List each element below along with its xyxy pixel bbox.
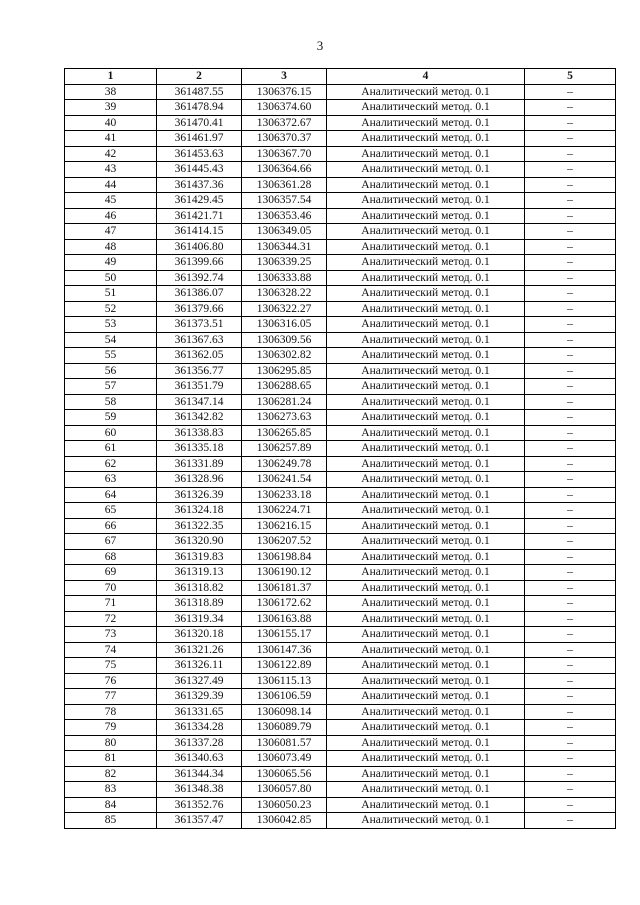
point-number-cell: 84 [65, 797, 157, 813]
note-cell: – [525, 177, 616, 193]
point-number-cell: 64 [65, 487, 157, 503]
x-coordinate-cell: 361342.82 [157, 410, 242, 426]
table-row [65, 797, 616, 813]
method-cell: Аналитический метод. 0.1 [327, 332, 525, 348]
method-cell: Аналитический метод. 0.1 [327, 487, 525, 503]
point-number-cell: 75 [65, 658, 157, 674]
point-number-cell: 40 [65, 115, 157, 131]
note-cell: – [525, 735, 616, 751]
y-coordinate-cell: 1306265.85 [242, 425, 327, 441]
note-cell: – [525, 363, 616, 379]
y-coordinate-cell: 1306288.65 [242, 379, 327, 395]
table-header-row [65, 69, 616, 85]
table-row [65, 642, 616, 658]
method-cell: Аналитический метод. 0.1 [327, 317, 525, 333]
x-coordinate-cell: 361478.94 [157, 100, 242, 116]
x-coordinate-cell: 361392.74 [157, 270, 242, 286]
x-coordinate-cell: 361344.34 [157, 766, 242, 782]
table-body [65, 84, 616, 828]
y-coordinate-cell: 1306216.15 [242, 518, 327, 534]
y-coordinate-cell: 1306249.78 [242, 456, 327, 472]
y-coordinate-cell: 1306122.89 [242, 658, 327, 674]
x-coordinate-cell: 361319.83 [157, 549, 242, 565]
point-number-cell: 58 [65, 394, 157, 410]
method-cell: Аналитический метод. 0.1 [327, 797, 525, 813]
table-row [65, 425, 616, 441]
x-coordinate-cell: 361421.71 [157, 208, 242, 224]
x-coordinate-cell: 361445.43 [157, 162, 242, 178]
y-coordinate-cell: 1306367.70 [242, 146, 327, 162]
point-number-cell: 73 [65, 627, 157, 643]
y-coordinate-cell: 1306147.36 [242, 642, 327, 658]
method-cell: Аналитический метод. 0.1 [327, 642, 525, 658]
table-row [65, 813, 616, 829]
table-row [65, 472, 616, 488]
x-coordinate-cell: 361379.66 [157, 301, 242, 317]
x-coordinate-cell: 361367.63 [157, 332, 242, 348]
note-cell: – [525, 317, 616, 333]
method-cell: Аналитический метод. 0.1 [327, 766, 525, 782]
note-cell: – [525, 115, 616, 131]
method-cell: Аналитический метод. 0.1 [327, 425, 525, 441]
point-number-cell: 44 [65, 177, 157, 193]
table-row [65, 332, 616, 348]
point-number-cell: 63 [65, 472, 157, 488]
table-row [65, 146, 616, 162]
method-cell: Аналитический метод. 0.1 [327, 239, 525, 255]
note-cell: – [525, 425, 616, 441]
method-cell: Аналитический метод. 0.1 [327, 193, 525, 209]
table-row [65, 348, 616, 364]
method-cell: Аналитический метод. 0.1 [327, 286, 525, 302]
method-cell: Аналитический метод. 0.1 [327, 720, 525, 736]
x-coordinate-cell: 361340.63 [157, 751, 242, 767]
x-coordinate-cell: 361351.79 [157, 379, 242, 395]
point-number-cell: 55 [65, 348, 157, 364]
method-cell: Аналитический метод. 0.1 [327, 177, 525, 193]
method-cell: Аналитический метод. 0.1 [327, 301, 525, 317]
table-row [65, 503, 616, 519]
point-number-cell: 74 [65, 642, 157, 658]
table-row [65, 255, 616, 271]
method-cell: Аналитический метод. 0.1 [327, 379, 525, 395]
y-coordinate-cell: 1306376.15 [242, 84, 327, 100]
note-cell: – [525, 472, 616, 488]
table-row [65, 410, 616, 426]
x-coordinate-cell: 361357.47 [157, 813, 242, 829]
note-cell: – [525, 255, 616, 271]
method-cell: Аналитический метод. 0.1 [327, 627, 525, 643]
method-cell: Аналитический метод. 0.1 [327, 658, 525, 674]
x-coordinate-cell: 361406.80 [157, 239, 242, 255]
method-cell: Аналитический метод. 0.1 [327, 735, 525, 751]
y-coordinate-cell: 1306224.71 [242, 503, 327, 519]
y-coordinate-cell: 1306081.57 [242, 735, 327, 751]
x-coordinate-cell: 361453.63 [157, 146, 242, 162]
note-cell: – [525, 84, 616, 100]
y-coordinate-cell: 1306372.67 [242, 115, 327, 131]
table-row [65, 239, 616, 255]
point-number-cell: 71 [65, 596, 157, 612]
note-cell: – [525, 689, 616, 705]
note-cell: – [525, 549, 616, 565]
note-cell: – [525, 410, 616, 426]
y-coordinate-cell: 1306257.89 [242, 441, 327, 457]
point-number-cell: 80 [65, 735, 157, 751]
note-cell: – [525, 797, 616, 813]
point-number-cell: 42 [65, 146, 157, 162]
note-cell: – [525, 286, 616, 302]
note-cell: – [525, 627, 616, 643]
y-coordinate-cell: 1306322.27 [242, 301, 327, 317]
x-coordinate-cell: 361319.13 [157, 565, 242, 581]
note-cell: – [525, 487, 616, 503]
x-coordinate-cell: 361399.66 [157, 255, 242, 271]
method-cell: Аналитический метод. 0.1 [327, 410, 525, 426]
note-cell: – [525, 146, 616, 162]
table-row [65, 596, 616, 612]
y-coordinate-cell: 1306370.37 [242, 131, 327, 147]
point-number-cell: 85 [65, 813, 157, 829]
note-cell: – [525, 394, 616, 410]
note-cell: – [525, 162, 616, 178]
point-number-cell: 54 [65, 332, 157, 348]
x-coordinate-cell: 361331.89 [157, 456, 242, 472]
method-cell: Аналитический метод. 0.1 [327, 596, 525, 612]
header-col-4: 4 [327, 69, 525, 85]
y-coordinate-cell: 1306207.52 [242, 534, 327, 550]
point-number-cell: 60 [65, 425, 157, 441]
y-coordinate-cell: 1306089.79 [242, 720, 327, 736]
table-row [65, 534, 616, 550]
point-number-cell: 70 [65, 580, 157, 596]
method-cell: Аналитический метод. 0.1 [327, 503, 525, 519]
header-col-1: 1 [65, 69, 157, 85]
x-coordinate-cell: 361348.38 [157, 782, 242, 798]
point-number-cell: 48 [65, 239, 157, 255]
point-number-cell: 39 [65, 100, 157, 116]
method-cell: Аналитический метод. 0.1 [327, 580, 525, 596]
y-coordinate-cell: 1306333.88 [242, 270, 327, 286]
point-number-cell: 66 [65, 518, 157, 534]
note-cell: – [525, 224, 616, 240]
note-cell: – [525, 301, 616, 317]
y-coordinate-cell: 1306057.80 [242, 782, 327, 798]
y-coordinate-cell: 1306172.62 [242, 596, 327, 612]
table-row [65, 487, 616, 503]
y-coordinate-cell: 1306065.56 [242, 766, 327, 782]
note-cell: – [525, 642, 616, 658]
x-coordinate-cell: 361347.14 [157, 394, 242, 410]
x-coordinate-cell: 361324.18 [157, 503, 242, 519]
note-cell: – [525, 580, 616, 596]
y-coordinate-cell: 1306316.05 [242, 317, 327, 333]
x-coordinate-cell: 361338.83 [157, 425, 242, 441]
point-number-cell: 51 [65, 286, 157, 302]
method-cell: Аналитический метод. 0.1 [327, 84, 525, 100]
method-cell: Аналитический метод. 0.1 [327, 270, 525, 286]
y-coordinate-cell: 1306181.37 [242, 580, 327, 596]
x-coordinate-cell: 361321.26 [157, 642, 242, 658]
table-row [65, 704, 616, 720]
table-row [65, 162, 616, 178]
note-cell: – [525, 766, 616, 782]
method-cell: Аналитический метод. 0.1 [327, 704, 525, 720]
method-cell: Аналитический метод. 0.1 [327, 813, 525, 829]
x-coordinate-cell: 361337.28 [157, 735, 242, 751]
x-coordinate-cell: 361328.96 [157, 472, 242, 488]
note-cell: – [525, 565, 616, 581]
x-coordinate-cell: 361320.90 [157, 534, 242, 550]
x-coordinate-cell: 361470.41 [157, 115, 242, 131]
method-cell: Аналитический метод. 0.1 [327, 146, 525, 162]
y-coordinate-cell: 1306233.18 [242, 487, 327, 503]
table-row [65, 131, 616, 147]
x-coordinate-cell: 361320.18 [157, 627, 242, 643]
note-cell: – [525, 704, 616, 720]
method-cell: Аналитический метод. 0.1 [327, 534, 525, 550]
point-number-cell: 77 [65, 689, 157, 705]
table-row [65, 751, 616, 767]
method-cell: Аналитический метод. 0.1 [327, 456, 525, 472]
method-cell: Аналитический метод. 0.1 [327, 363, 525, 379]
point-number-cell: 61 [65, 441, 157, 457]
table-row [65, 363, 616, 379]
method-cell: Аналитический метод. 0.1 [327, 611, 525, 627]
table-row [65, 782, 616, 798]
x-coordinate-cell: 361318.89 [157, 596, 242, 612]
point-number-cell: 83 [65, 782, 157, 798]
table-row [65, 549, 616, 565]
y-coordinate-cell: 1306281.24 [242, 394, 327, 410]
x-coordinate-cell: 361437.36 [157, 177, 242, 193]
x-coordinate-cell: 361326.39 [157, 487, 242, 503]
method-cell: Аналитический метод. 0.1 [327, 782, 525, 798]
x-coordinate-cell: 361352.76 [157, 797, 242, 813]
y-coordinate-cell: 1306353.46 [242, 208, 327, 224]
note-cell: – [525, 131, 616, 147]
table-row [65, 208, 616, 224]
x-coordinate-cell: 361461.97 [157, 131, 242, 147]
x-coordinate-cell: 361319.34 [157, 611, 242, 627]
table-row [65, 580, 616, 596]
note-cell: – [525, 270, 616, 286]
point-number-cell: 38 [65, 84, 157, 100]
table-row [65, 441, 616, 457]
note-cell: – [525, 239, 616, 255]
method-cell: Аналитический метод. 0.1 [327, 348, 525, 364]
point-number-cell: 50 [65, 270, 157, 286]
y-coordinate-cell: 1306098.14 [242, 704, 327, 720]
x-coordinate-cell: 361318.82 [157, 580, 242, 596]
point-number-cell: 45 [65, 193, 157, 209]
table-row [65, 177, 616, 193]
point-number-cell: 43 [65, 162, 157, 178]
y-coordinate-cell: 1306302.82 [242, 348, 327, 364]
y-coordinate-cell: 1306339.25 [242, 255, 327, 271]
table-row [65, 286, 616, 302]
note-cell: – [525, 596, 616, 612]
x-coordinate-cell: 361329.39 [157, 689, 242, 705]
y-coordinate-cell: 1306349.05 [242, 224, 327, 240]
header-col-2: 2 [157, 69, 242, 85]
method-cell: Аналитический метод. 0.1 [327, 224, 525, 240]
point-number-cell: 76 [65, 673, 157, 689]
table-row [65, 379, 616, 395]
note-cell: – [525, 193, 616, 209]
point-number-cell: 49 [65, 255, 157, 271]
point-number-cell: 67 [65, 534, 157, 550]
note-cell: – [525, 782, 616, 798]
method-cell: Аналитический метод. 0.1 [327, 751, 525, 767]
point-number-cell: 82 [65, 766, 157, 782]
point-number-cell: 47 [65, 224, 157, 240]
table-row [65, 456, 616, 472]
table-row [65, 301, 616, 317]
y-coordinate-cell: 1306273.63 [242, 410, 327, 426]
x-coordinate-cell: 361373.51 [157, 317, 242, 333]
point-number-cell: 68 [65, 549, 157, 565]
table-row [65, 84, 616, 100]
method-cell: Аналитический метод. 0.1 [327, 565, 525, 581]
method-cell: Аналитический метод. 0.1 [327, 208, 525, 224]
point-number-cell: 59 [65, 410, 157, 426]
point-number-cell: 81 [65, 751, 157, 767]
table-row [65, 193, 616, 209]
table-row [65, 518, 616, 534]
x-coordinate-cell: 361386.07 [157, 286, 242, 302]
point-number-cell: 79 [65, 720, 157, 736]
y-coordinate-cell: 1306357.54 [242, 193, 327, 209]
table-row [65, 735, 616, 751]
table-row [65, 270, 616, 286]
point-number-cell: 46 [65, 208, 157, 224]
table-row [65, 720, 616, 736]
point-number-cell: 72 [65, 611, 157, 627]
method-cell: Аналитический метод. 0.1 [327, 549, 525, 565]
method-cell: Аналитический метод. 0.1 [327, 100, 525, 116]
x-coordinate-cell: 361414.15 [157, 224, 242, 240]
point-number-cell: 65 [65, 503, 157, 519]
y-coordinate-cell: 1306364.66 [242, 162, 327, 178]
table-row [65, 611, 616, 627]
x-coordinate-cell: 361327.49 [157, 673, 242, 689]
note-cell: – [525, 208, 616, 224]
y-coordinate-cell: 1306241.54 [242, 472, 327, 488]
note-cell: – [525, 100, 616, 116]
table-row [65, 627, 616, 643]
x-coordinate-cell: 361362.05 [157, 348, 242, 364]
x-coordinate-cell: 361356.77 [157, 363, 242, 379]
method-cell: Аналитический метод. 0.1 [327, 115, 525, 131]
note-cell: – [525, 751, 616, 767]
x-coordinate-cell: 361326.11 [157, 658, 242, 674]
note-cell: – [525, 518, 616, 534]
y-coordinate-cell: 1306163.88 [242, 611, 327, 627]
table-row [65, 317, 616, 333]
note-cell: – [525, 348, 616, 364]
table-row [65, 100, 616, 116]
point-number-cell: 62 [65, 456, 157, 472]
y-coordinate-cell: 1306198.84 [242, 549, 327, 565]
y-coordinate-cell: 1306155.17 [242, 627, 327, 643]
method-cell: Аналитический метод. 0.1 [327, 673, 525, 689]
y-coordinate-cell: 1306042.85 [242, 813, 327, 829]
y-coordinate-cell: 1306344.31 [242, 239, 327, 255]
y-coordinate-cell: 1306190.12 [242, 565, 327, 581]
x-coordinate-cell: 361334.28 [157, 720, 242, 736]
point-number-cell: 69 [65, 565, 157, 581]
y-coordinate-cell: 1306361.28 [242, 177, 327, 193]
note-cell: – [525, 813, 616, 829]
note-cell: – [525, 611, 616, 627]
x-coordinate-cell: 361335.18 [157, 441, 242, 457]
table-row [65, 565, 616, 581]
y-coordinate-cell: 1306374.60 [242, 100, 327, 116]
table-row [65, 115, 616, 131]
note-cell: – [525, 379, 616, 395]
table-row [65, 689, 616, 705]
method-cell: Аналитический метод. 0.1 [327, 255, 525, 271]
y-coordinate-cell: 1306115.13 [242, 673, 327, 689]
page-number: 3 [316, 38, 324, 53]
table-row [65, 766, 616, 782]
note-cell: – [525, 441, 616, 457]
y-coordinate-cell: 1306309.56 [242, 332, 327, 348]
header-col-3: 3 [242, 69, 327, 85]
method-cell: Аналитический метод. 0.1 [327, 394, 525, 410]
note-cell: – [525, 534, 616, 550]
method-cell: Аналитический метод. 0.1 [327, 518, 525, 534]
method-cell: Аналитический метод. 0.1 [327, 472, 525, 488]
point-number-cell: 57 [65, 379, 157, 395]
table-row [65, 394, 616, 410]
table-row [65, 658, 616, 674]
y-coordinate-cell: 1306295.85 [242, 363, 327, 379]
point-number-cell: 56 [65, 363, 157, 379]
x-coordinate-cell: 361487.55 [157, 84, 242, 100]
y-coordinate-cell: 1306073.49 [242, 751, 327, 767]
method-cell: Аналитический метод. 0.1 [327, 689, 525, 705]
y-coordinate-cell: 1306328.22 [242, 286, 327, 302]
note-cell: – [525, 503, 616, 519]
note-cell: – [525, 332, 616, 348]
y-coordinate-cell: 1306106.59 [242, 689, 327, 705]
table-row [65, 224, 616, 240]
point-number-cell: 41 [65, 131, 157, 147]
point-number-cell: 53 [65, 317, 157, 333]
note-cell: – [525, 456, 616, 472]
point-number-cell: 52 [65, 301, 157, 317]
x-coordinate-cell: 361429.45 [157, 193, 242, 209]
table-row [65, 673, 616, 689]
note-cell: – [525, 658, 616, 674]
x-coordinate-cell: 361322.35 [157, 518, 242, 534]
header-col-5: 5 [525, 69, 616, 85]
y-coordinate-cell: 1306050.23 [242, 797, 327, 813]
coordinates-table [64, 68, 616, 829]
note-cell: – [525, 673, 616, 689]
method-cell: Аналитический метод. 0.1 [327, 441, 525, 457]
point-number-cell: 78 [65, 704, 157, 720]
note-cell: – [525, 720, 616, 736]
method-cell: Аналитический метод. 0.1 [327, 162, 525, 178]
x-coordinate-cell: 361331.65 [157, 704, 242, 720]
method-cell: Аналитический метод. 0.1 [327, 131, 525, 147]
